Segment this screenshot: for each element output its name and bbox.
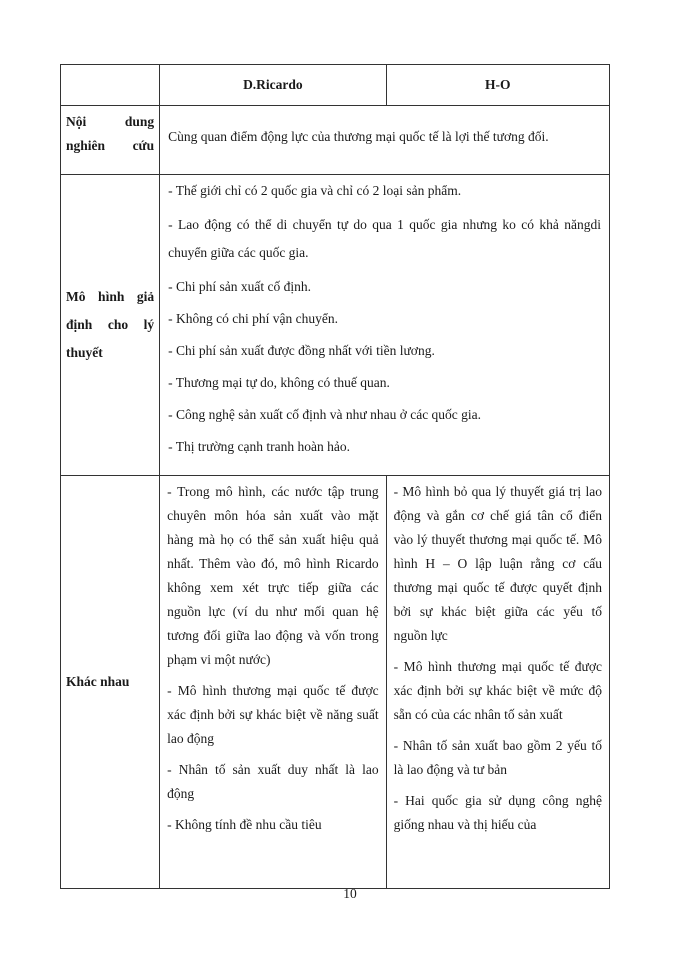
row-label-khac-nhau: Khác nhau xyxy=(61,476,160,889)
comparison-table xyxy=(60,64,610,889)
assumption-item: - Thương mại tự do, không có thuế quan. xyxy=(168,375,390,390)
assumption-item: - Công nghệ sản xuất cố định và như nhau ở các quốc gia. xyxy=(168,407,482,422)
assumption-item: - Thị trường cạnh tranh hoàn hảo. xyxy=(168,439,350,454)
ricardo-difference-item: - Mô hình thương mại quốc tế được xác định bởi sự khác biệt về năng suất lao động xyxy=(167,683,379,746)
assumption-item: - Không có chi phí vận chuyển. xyxy=(168,311,339,326)
ricardo-difference-item: - Nhân tố sản xuất duy nhất là lao động xyxy=(167,762,379,801)
header-empty-cell xyxy=(61,65,160,106)
row-noi-dung-nghien-cuu xyxy=(61,106,610,175)
ho-difference-item: - Mô hình bỏ qua lý thuyết giá trị lao động và gắn cơ chế giá tân cổ điển vào lý thuyết thương mại quốc tế. Mô hình H – O lập luận rằng cơ cấu thương mại quốc tế được quyết định bởi sự khác biệt giữa các yếu tố nguồn lực xyxy=(393,484,602,643)
assumption-item: - Thế giới chỉ có 2 quốc gia và chỉ có 2 loại sản phẩm. xyxy=(168,183,462,198)
ricardo-difference-item: - Không tính đề nhu cầu tiêu xyxy=(167,817,322,832)
ho-difference-item: - Mô hình thương mại quốc tế được xác định bởi sự khác biệt về mức độ sẵn có của các nhân tố sản xuất xyxy=(393,659,602,722)
assumption-item: - Lao động có thể di chuyển tự do qua 1 quốc gia nhưng ko có khả năngdi chuyển giữa các quốc gia. xyxy=(168,217,601,260)
row-khac-nhau xyxy=(61,476,610,889)
mo-hinh-assumptions xyxy=(160,175,610,476)
row-label-mo-hinh: Mô hình giả định cho lý thuyết xyxy=(61,175,160,476)
assumption-item: - Chi phí sản xuất được đồng nhất với tiền lương. xyxy=(168,343,435,358)
noi-dung-content: Cùng quan điểm động lực của thương mại quốc tế là lợi thế tương đối. xyxy=(160,106,610,175)
header-ho: H-O xyxy=(386,65,609,106)
page-number: 10 xyxy=(343,886,357,901)
assumption-item: - Chi phí sản xuất cố định. xyxy=(168,279,312,294)
ho-difference-item: - Hai quốc gia sử dụng công nghệ giống nhau và thị hiếu của xyxy=(393,793,602,832)
ricardo-difference-item: - Trong mô hình, các nước tập trung chuyên môn hóa sản xuất vào mặt hàng mà họ có thể sản xuất hiệu quả nhất. Thêm vào đó, mô hình Ricardo không xem xét trực tiếp giữa các nguồn lực (ví du như mối quan hệ tương đối giữa lao động và vốn trong phạm vi một nước) xyxy=(167,484,379,667)
table-header-row xyxy=(61,65,610,106)
ricardo-differences xyxy=(160,476,386,889)
ho-difference-item: - Nhân tố sản xuất bao gồm 2 yếu tố là lao động và tư bản xyxy=(393,738,602,777)
row-mo-hinh-gia-dinh xyxy=(61,175,610,476)
row-label-noi-dung: Nội dung nghiên cứu xyxy=(61,106,160,175)
ho-differences xyxy=(386,476,609,889)
header-ricardo: D.Ricardo xyxy=(160,65,386,106)
